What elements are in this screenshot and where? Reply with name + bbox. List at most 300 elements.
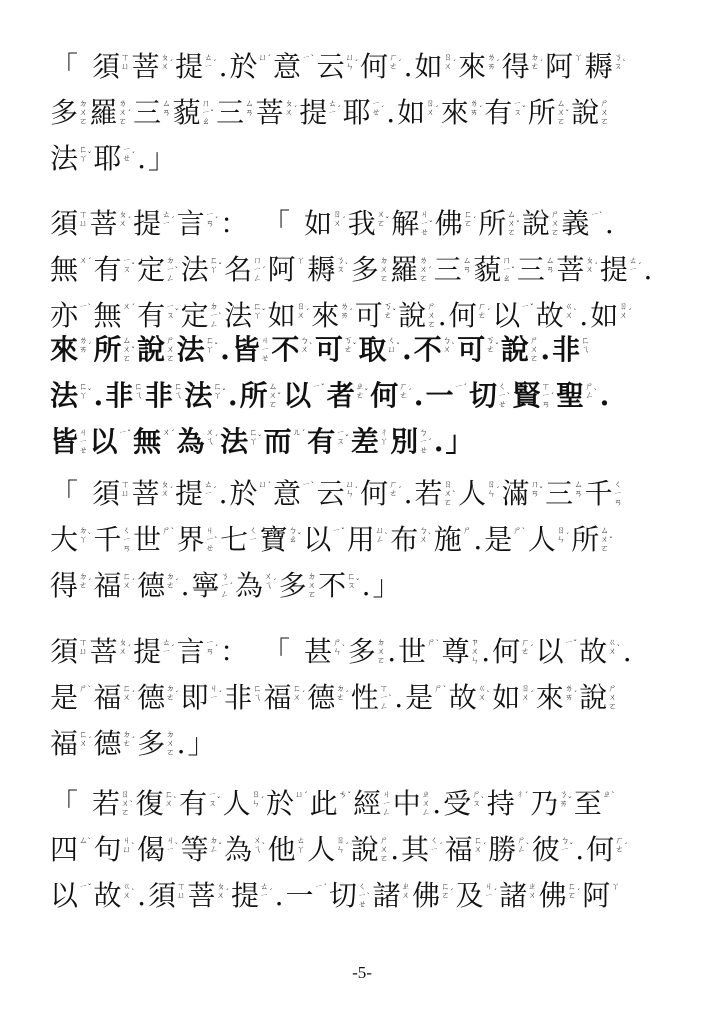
text-line [50, 623, 680, 669]
zhuyin-annotation: ㄉ ㄥ ˇ [209, 836, 223, 855]
punctuation: . [227, 379, 238, 412]
annotated-character [177, 333, 219, 367]
zhuyin-annotation: ㄉ ㄨ ㄛ [379, 256, 389, 284]
zhuyin-annotation: ㄖ ㄣ ˊ [556, 526, 570, 545]
punctuation: . [433, 425, 444, 458]
text-line [50, 821, 680, 867]
annotated-character [315, 333, 357, 367]
hanzi: 一 [285, 879, 314, 912]
zhuyin-annotation: ㄈ ㄨ ˊ [122, 572, 136, 591]
annotated-character [279, 569, 317, 603]
hanzi: 所 [571, 523, 600, 556]
annotated-character [90, 425, 132, 459]
zhuyin-annotation: ㄒ ㄧ ㄥ ˋ [379, 684, 393, 712]
annotated-character [391, 207, 433, 241]
annotated-character [271, 333, 313, 367]
punctuation: . [575, 833, 585, 866]
hanzi: 耶 [342, 96, 371, 129]
hanzi: 提 [599, 253, 628, 286]
hanzi: 福 [50, 727, 79, 760]
hanzi: 定 [137, 253, 166, 286]
hanzi: 是 [50, 681, 79, 714]
punctuation: . [218, 50, 228, 83]
punctuation: . [361, 569, 371, 602]
hanzi: 其 [401, 833, 430, 866]
annotated-character [487, 787, 529, 821]
hanzi: 提 [299, 96, 328, 129]
hanzi: 不 [318, 569, 347, 602]
annotated-character [50, 142, 92, 176]
hanzi: 來 [311, 299, 340, 332]
text-line [50, 38, 680, 84]
hanzi: 意 [273, 477, 302, 510]
annotated-character [545, 477, 583, 511]
zhuyin-annotation: ㄧ ˇ [564, 638, 578, 648]
hanzi: 多 [278, 569, 307, 602]
hanzi: 所 [478, 207, 507, 240]
text-line [50, 775, 680, 821]
annotated-character [133, 523, 175, 557]
zhuyin-annotation: ㄈ ㄨ ˊ [122, 684, 136, 703]
zhuyin-annotation: ㄇ ㄢ ˇ [530, 480, 544, 499]
zhuyin-annotation: ㄌ ㄞ ˊ [79, 336, 92, 355]
hanzi: 可 [457, 333, 486, 366]
zhuyin-annotation: ㄎ ㄜ ˇ [343, 336, 357, 355]
zhuyin-annotation: ㄧ ㄡ ˇ [336, 428, 349, 447]
annotated-character [177, 635, 219, 669]
annotated-character [528, 96, 570, 130]
zhuyin-annotation: ㄖ ㄨ ˊ [426, 99, 439, 118]
text-line [50, 557, 680, 603]
hanzi: 如 [590, 299, 619, 332]
zhuyin-annotation: ㄌ ㄨ ㄛ ˊ [118, 99, 132, 127]
hanzi: 以 [492, 299, 521, 332]
hanzi: 法 [176, 333, 205, 366]
annotated-character [232, 333, 270, 367]
hanzi: 來 [535, 681, 564, 714]
hanzi: 三 [216, 96, 245, 129]
zhuyin-annotation: ㄨ ㄟ ˋ [253, 836, 266, 855]
annotated-character [307, 833, 349, 867]
zhuyin-annotation: ㄉ ㄨ ㄛ [376, 638, 386, 666]
annotated-character [536, 635, 578, 669]
zhuyin-annotation: ㄆ ㄨ ˊ [118, 210, 132, 229]
hanzi: 福 [444, 833, 473, 866]
hanzi: 德 [307, 681, 336, 714]
annotated-character [434, 253, 472, 287]
annotated-character [133, 425, 175, 459]
zhuyin-annotation: ㄨ ㄟ ˊ [205, 428, 219, 447]
zhuyin-annotation: ㄏ ㄜ ˊ [399, 382, 412, 401]
hanzi: 一 [425, 379, 454, 412]
annotated-character [266, 787, 308, 821]
annotated-character [458, 50, 500, 84]
zhuyin-annotation: ㄕ ㄨ ㄛ [550, 210, 560, 238]
hanzi: 佛 [538, 879, 567, 912]
punctuation: 「 [262, 207, 291, 240]
annotated-character [586, 833, 628, 867]
annotated-character [449, 681, 491, 715]
annotated-character [360, 477, 402, 511]
zhuyin-annotation: ㄙ ˋ [79, 836, 92, 846]
hanzi: 提 [231, 879, 260, 912]
annotated-character [347, 523, 389, 557]
zhuyin-annotation: ㄎ ㄜ ˇ [486, 336, 499, 355]
annotated-character [415, 477, 457, 511]
annotated-character [582, 879, 620, 913]
hanzi: 三 [516, 253, 545, 286]
annotated-character [133, 96, 171, 130]
zhuyin-annotation: ㄗ ㄨ ㄣ [470, 638, 480, 666]
zhuyin-annotation: ㄘ ˇ [338, 790, 352, 800]
hanzi: 耨 [307, 253, 336, 286]
zhuyin-annotation: ㄉ ㄨ ㄛ [79, 99, 88, 127]
hanzi: 有 [307, 425, 336, 458]
zhuyin-annotation: ㄖ ㄨ ˊ [521, 684, 534, 703]
hanzi: 用 [346, 523, 375, 556]
annotated-character [492, 681, 534, 715]
zhuyin-annotation: ㄈ ㄚ ˇ [79, 145, 92, 164]
hanzi: 何 [586, 833, 615, 866]
hanzi: 法 [220, 425, 249, 458]
punctuation: . [386, 96, 396, 129]
zhuyin-annotation: ㄈ ㄟ [173, 382, 183, 401]
zhuyin-annotation: ㄍ ㄨ ˋ [122, 882, 136, 901]
hanzi: 須 [92, 477, 121, 510]
hanzi: 說 [521, 207, 550, 240]
annotated-character [92, 477, 130, 511]
zhuyin-annotation: ㄙ ㄨ ㄛ ˇ [507, 210, 520, 238]
hanzi: 說 [579, 681, 608, 714]
annotated-character [94, 879, 136, 913]
annotated-character [148, 879, 186, 913]
hanzi: 尊 [441, 635, 470, 668]
annotated-character [457, 333, 499, 367]
punctuation: . [540, 333, 551, 366]
annotated-character [137, 333, 175, 367]
zhuyin-annotation: ㄧ ˇ [521, 302, 534, 312]
hanzi: 得 [501, 50, 530, 83]
hanzi: 非 [144, 379, 173, 412]
punctuation: . [220, 333, 230, 366]
zhuyin-annotation: ㄊ ㄧ ˊ [204, 53, 217, 72]
zhuyin-annotation: ㄋ ㄞ ˇ [559, 790, 572, 809]
hanzi: 藐 [473, 253, 502, 286]
annotated-character [442, 635, 480, 669]
hanzi: 以 [303, 523, 332, 556]
annotated-character [307, 253, 349, 287]
zhuyin-annotation: ㄉ ㄨ ㄛ [307, 572, 317, 600]
annotated-character [585, 50, 627, 84]
hanzi: 菩 [187, 879, 216, 912]
annotated-character [50, 833, 92, 867]
hanzi: 來 [50, 333, 79, 366]
annotated-character [92, 50, 130, 84]
paragraph [50, 623, 680, 761]
annotated-character [133, 207, 175, 241]
zhuyin-annotation: ㄙ ㄨ ㄛ ˇ [268, 382, 282, 410]
annotated-character [435, 207, 477, 241]
zhuyin-annotation: ㄧ ㄡ ˇ [513, 99, 526, 118]
zhuyin-annotation: ㄈ ㄨ ˊ [473, 836, 487, 855]
punctuation: . [403, 477, 413, 510]
zhuyin-annotation: ㄨ ˊ [162, 428, 175, 438]
annotated-character [458, 477, 500, 511]
punctuation: 」 [372, 569, 401, 602]
zhuyin-annotation: ㄕ ˋ [79, 684, 92, 694]
zhuyin-annotation: ㄌ ㄨ ㄛ ˊ [419, 256, 432, 284]
hanzi: 是 [405, 681, 434, 714]
text-line [50, 511, 680, 557]
zhuyin-annotation: ㄧ ㄡ ˇ [208, 790, 221, 809]
zhuyin-annotation: ㄧ ˇ [118, 428, 132, 438]
zhuyin-annotation: ㄈ ㄛ ˊ [463, 210, 477, 229]
punctuation: . [218, 477, 228, 510]
annotated-character [304, 635, 346, 669]
annotated-character [50, 635, 88, 669]
punctuation: . [622, 635, 632, 668]
hanzi: 阿 [267, 253, 296, 286]
hanzi: 如 [397, 96, 426, 129]
zhuyin-annotation: ㄚ [574, 53, 583, 63]
hanzi: 滿 [501, 477, 530, 510]
annotated-character [348, 635, 386, 669]
hanzi: 多 [50, 96, 79, 129]
punctuation: . [137, 142, 146, 175]
zhuyin-annotation: ㄕ ㄨ ㄛ [600, 99, 609, 127]
text-line [50, 669, 680, 715]
hanzi: 以 [283, 379, 312, 412]
annotated-character [223, 787, 265, 821]
zhuyin-annotation: ㄉ ㄜ ˊ [336, 684, 349, 703]
annotated-character [285, 879, 327, 913]
zhuyin-annotation: ㄅ ㄠ ˇ [288, 526, 302, 545]
annotated-character [401, 833, 443, 867]
hanzi: 法 [50, 379, 79, 412]
hanzi: 三 [545, 477, 574, 510]
annotated-character [50, 425, 88, 459]
annotated-character [536, 681, 578, 715]
page-number: -5- [352, 963, 372, 982]
zhuyin-annotation: ㄕ ㄨ ㄛ [608, 684, 617, 712]
annotated-character [358, 333, 400, 367]
text-line [50, 867, 680, 913]
zhuyin-annotation: ㄈ ㄚ ˇ [213, 382, 226, 401]
annotated-character [175, 50, 217, 84]
annotated-character [137, 569, 179, 603]
hanzi: 法 [180, 253, 209, 286]
zhuyin-annotation: ㄆ ㄨ ˊ [160, 480, 174, 499]
hanzi: 德 [137, 569, 166, 602]
zhuyin-annotation: ㄆ ㄨ ˊ [216, 882, 230, 901]
zhuyin-annotation: ㄕ ㄡ ˋ [472, 790, 485, 809]
zhuyin-annotation: ㄧ ˋ [590, 210, 603, 220]
zhuyin-annotation: ㄕ ㄥ ˋ [517, 836, 530, 855]
zhuyin-annotation: ㄙ ㄢ [162, 99, 171, 118]
hanzi: 菩 [556, 253, 585, 286]
annotated-character [273, 50, 315, 84]
zhuyin-annotation: ㄒ ㄩ [176, 882, 186, 901]
zhuyin-annotation: ㄩ ㄣ ˊ [345, 480, 359, 499]
annotated-character [192, 569, 234, 603]
annotated-character [426, 379, 468, 413]
hanzi: 取 [358, 333, 387, 366]
zhuyin-annotation: ㄒ ㄩ [79, 210, 88, 229]
zhuyin-annotation: ㄧ ˇ [312, 382, 325, 392]
zhuyin-annotation: ㄩ ㄥ ˋ [375, 526, 389, 545]
annotated-character [145, 379, 183, 413]
annotated-character [132, 477, 174, 511]
hanzi: 所 [93, 333, 122, 366]
zhuyin-annotation: ㄧ ˋ [302, 480, 315, 490]
annotated-character [299, 96, 341, 130]
hanzi: 提 [133, 635, 162, 668]
zhuyin-annotation: ㄐ ㄧ ˊ [209, 684, 223, 703]
hanzi: 法 [224, 299, 253, 332]
annotated-character [502, 477, 544, 511]
annotated-character [264, 681, 306, 715]
hanzi: 人 [307, 833, 336, 866]
zhuyin-annotation: ㄩ ˊ [295, 790, 308, 800]
hanzi: 人 [222, 787, 251, 820]
annotated-character [456, 879, 498, 913]
hanzi: 說 [571, 96, 600, 129]
annotated-character [179, 787, 221, 821]
zhuyin-annotation: ㄖ ㄣ ˊ [336, 836, 349, 855]
annotated-character [94, 727, 136, 761]
text-line [50, 413, 680, 459]
zhuyin-annotation: ㄅ ㄨ ˋ [442, 336, 456, 355]
zhuyin-annotation: ㄧ ˇ [79, 882, 92, 892]
annotated-character [499, 879, 537, 913]
annotated-character [492, 635, 534, 669]
zhuyin-annotation: ㄖ ㄨ ㄛ ˋ [443, 480, 457, 508]
hanzi: 菩 [131, 477, 160, 510]
zhuyin-annotation: ㄇ ㄧ ㄠ ˇ [201, 99, 215, 127]
zhuyin-annotation: ㄇ ㄧ ㄠ ˇ [502, 256, 515, 284]
hanzi: 提 [133, 207, 162, 240]
zhuyin-annotation: ㄈ ㄨ ˊ [79, 730, 92, 749]
zhuyin-annotation: ㄐ ㄩ ˋ [122, 836, 136, 855]
punctuation: ： [220, 207, 249, 240]
hanzi: 來 [458, 50, 487, 83]
hanzi: 故 [535, 299, 564, 332]
hanzi: 若 [414, 477, 443, 510]
zhuyin-annotation: ㄕ ˋ [434, 684, 447, 694]
zhuyin-annotation: ㄅ ㄨ ˋ [300, 336, 313, 355]
zhuyin-annotation: ㄧ ˋ [79, 302, 92, 312]
hanzi: 云 [316, 477, 345, 510]
punctuation: 」 [445, 425, 474, 458]
zhuyin-annotation: ㄉ ㄧ ㄥ ˋ [166, 256, 179, 284]
hanzi: 何 [360, 50, 389, 83]
zhuyin-annotation: ㄑ ㄧ [249, 526, 258, 545]
hanzi: 阿 [545, 50, 574, 83]
hanzi: 差 [350, 425, 379, 458]
hanzi: 云 [316, 50, 345, 83]
zhuyin-annotation: ㄈ ㄚ ˇ [249, 428, 262, 447]
hanzi: 甚 [304, 635, 333, 668]
annotated-character [90, 96, 132, 130]
hanzi: 即 [180, 681, 209, 714]
annotated-character [90, 207, 132, 241]
hanzi: 故 [93, 879, 122, 912]
zhuyin-annotation: ㄊ ㄧ ˊ [328, 99, 341, 118]
hanzi: 為 [224, 833, 253, 866]
hanzi: 以 [89, 425, 118, 458]
hanzi: 菩 [255, 96, 284, 129]
hanzi: 世 [398, 635, 427, 668]
annotated-character [600, 253, 642, 287]
zhuyin-annotation: ㄕ ˋ [513, 526, 526, 536]
zhuyin-annotation: ㄌ ㄞ ˊ [469, 99, 483, 118]
hanzi: 四 [50, 833, 79, 866]
zhuyin-annotation: ㄕ ㄥ ˋ [585, 382, 598, 401]
text-line [50, 715, 680, 761]
zhuyin-annotation: ㄏ ㄜ ˊ [389, 480, 402, 499]
zhuyin-annotation: ㄧ ˇ [332, 526, 345, 536]
hanzi: 復 [135, 787, 164, 820]
hanzi: 菩 [131, 50, 160, 83]
hanzi: 持 [486, 787, 515, 820]
hanzi: 於 [229, 477, 258, 510]
annotated-character [556, 379, 598, 413]
annotated-character [539, 879, 581, 913]
zhuyin-annotation: ㄐ ㄧ ㄥ [382, 790, 391, 818]
annotated-character [488, 833, 530, 867]
zhuyin-annotation: ㄆ ㄨ ˊ [284, 99, 298, 118]
hanzi: 偈 [137, 833, 166, 866]
punctuation: . [274, 879, 284, 912]
annotated-character [224, 253, 266, 287]
annotated-character [94, 681, 136, 715]
annotated-character [137, 727, 175, 761]
zhuyin-annotation: ㄖ ㄣ ˊ [487, 480, 500, 499]
hanzi: 羅 [89, 96, 118, 129]
zhuyin-annotation: ㄈ ㄟ [253, 684, 262, 703]
annotated-character [343, 96, 385, 130]
punctuation: . [473, 523, 483, 556]
annotated-character [94, 833, 136, 867]
punctuation: 「 [262, 635, 291, 668]
annotated-character [522, 207, 560, 241]
annotated-character [181, 833, 223, 867]
paragraph [50, 38, 680, 176]
hanzi: 故 [448, 681, 477, 714]
hanzi: 何 [370, 379, 399, 412]
paragraph [50, 195, 680, 333]
hanzi: 所 [527, 96, 556, 129]
zhuyin-annotation: ㄑ ㄧ ㄝ ˋ [498, 382, 511, 410]
zhuyin-annotation: ㄈ ㄚ ˇ [79, 382, 92, 401]
annotated-character [351, 681, 393, 715]
annotated-character [571, 523, 613, 557]
hanzi: 我 [347, 207, 376, 240]
hanzi: 多 [347, 635, 376, 668]
zhuyin-annotation: ㄇ ㄧ ㄥ ˊ [253, 256, 266, 284]
zhuyin-annotation: ㄉ ㄜ ˊ [166, 684, 179, 703]
hanzi: 福 [93, 569, 122, 602]
hanzi: 大 [50, 523, 79, 556]
zhuyin-annotation: ㄧ ˊ [314, 882, 327, 892]
hanzi: 佛 [412, 879, 441, 912]
zhuyin-annotation: ㄐ ㄧ ˋ [166, 836, 179, 855]
hanzi: 來 [440, 96, 469, 129]
annotated-character [240, 379, 282, 413]
zhuyin-annotation: ㄆ ㄨ ˊ [118, 638, 132, 657]
punctuation: . [643, 253, 653, 286]
zhuyin-annotation: ㄙ ㄢ [545, 256, 555, 275]
